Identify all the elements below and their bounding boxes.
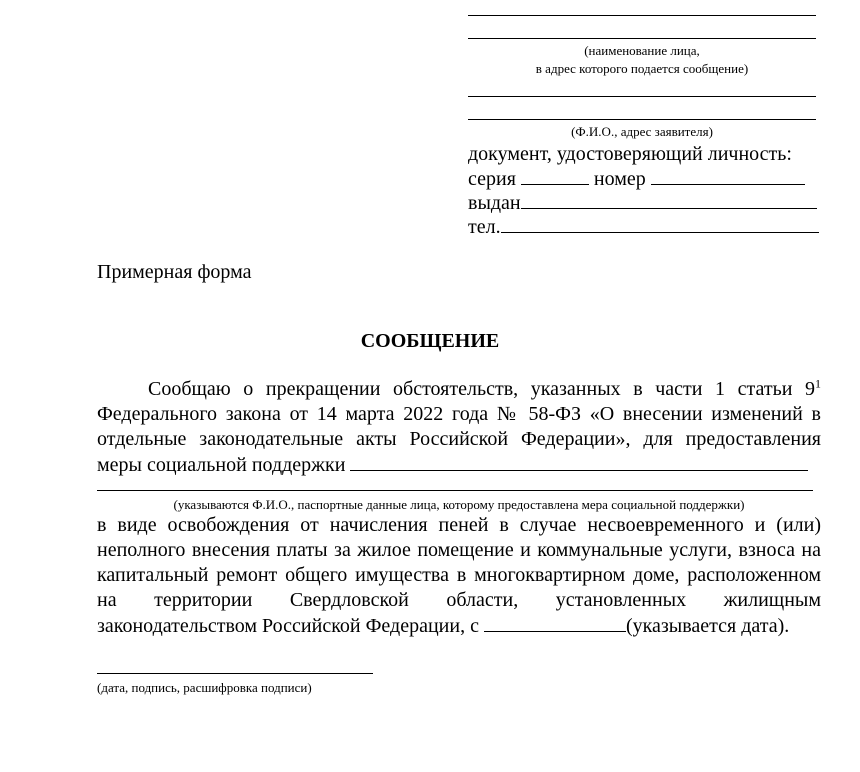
main-paragraph: [97, 513, 821, 639]
series-label: серия: [468, 168, 516, 190]
intro-text-part1: Сообщаю о прекращении обстоятельств, указанных в части 1 статьи 9: [148, 378, 815, 400]
phone-field[interactable]: [501, 214, 819, 233]
person-details-line[interactable]: [97, 490, 813, 491]
recipient-caption-line1: (наименование лица,: [584, 43, 700, 58]
issued-label: выдан: [468, 192, 521, 214]
series-number-row: [468, 166, 805, 191]
measure-person-field[interactable]: [350, 452, 808, 471]
main-text: в виде освобождения от начисления пеней в случае несвоевременного и (или) неполного внесения платы за жилое помещение и коммунальные услуги, взноса на капитальный ремонт общего имущества в многоквартирном доме, расположенном на территории Свердловской области, установленных жилищным законодательством Российской Федерации, с: [97, 514, 821, 637]
applicant-line-2[interactable]: [468, 119, 816, 120]
recipient-caption-line2: в адрес которого подается сообщение): [535, 61, 749, 76]
issued-row: [468, 190, 817, 215]
article-superscript: 1: [815, 376, 821, 391]
phone-row: [468, 214, 819, 239]
person-details-caption: (указываются Ф.И.О., паспортные данные лица, которому предоставлена мера социальной поддержки): [173, 497, 745, 512]
applicant-caption: (Ф.И.О., адрес заявителя): [571, 124, 713, 139]
signature-caption: (дата, подпись, расшифровка подписи): [97, 680, 312, 695]
issued-field[interactable]: [521, 190, 817, 209]
form-type-label: Примерная форма: [97, 261, 252, 283]
date-field[interactable]: [484, 613, 626, 632]
intro-paragraph: [97, 377, 821, 478]
phone-label: тел.: [468, 216, 501, 238]
recipient-line-1[interactable]: [468, 15, 816, 16]
number-label: номер: [593, 168, 646, 190]
signature-line[interactable]: [97, 673, 373, 674]
intro-text-part2: Федерального закона от 14 марта 2022 года № 58-ФЗ «О внесении изменений в отдельные законодательные акты Российской Федерации», для предоставления меры социальной поддержки: [97, 403, 821, 476]
series-field[interactable]: [521, 166, 589, 185]
id-document-label: документ, удостоверяющий личность:: [468, 143, 792, 165]
recipient-line-2[interactable]: [468, 38, 816, 39]
document-title: СООБЩЕНИЕ: [360, 330, 500, 352]
date-note: (указывается дата).: [625, 615, 790, 637]
applicant-line-1[interactable]: [468, 96, 816, 97]
number-field[interactable]: [651, 166, 805, 185]
